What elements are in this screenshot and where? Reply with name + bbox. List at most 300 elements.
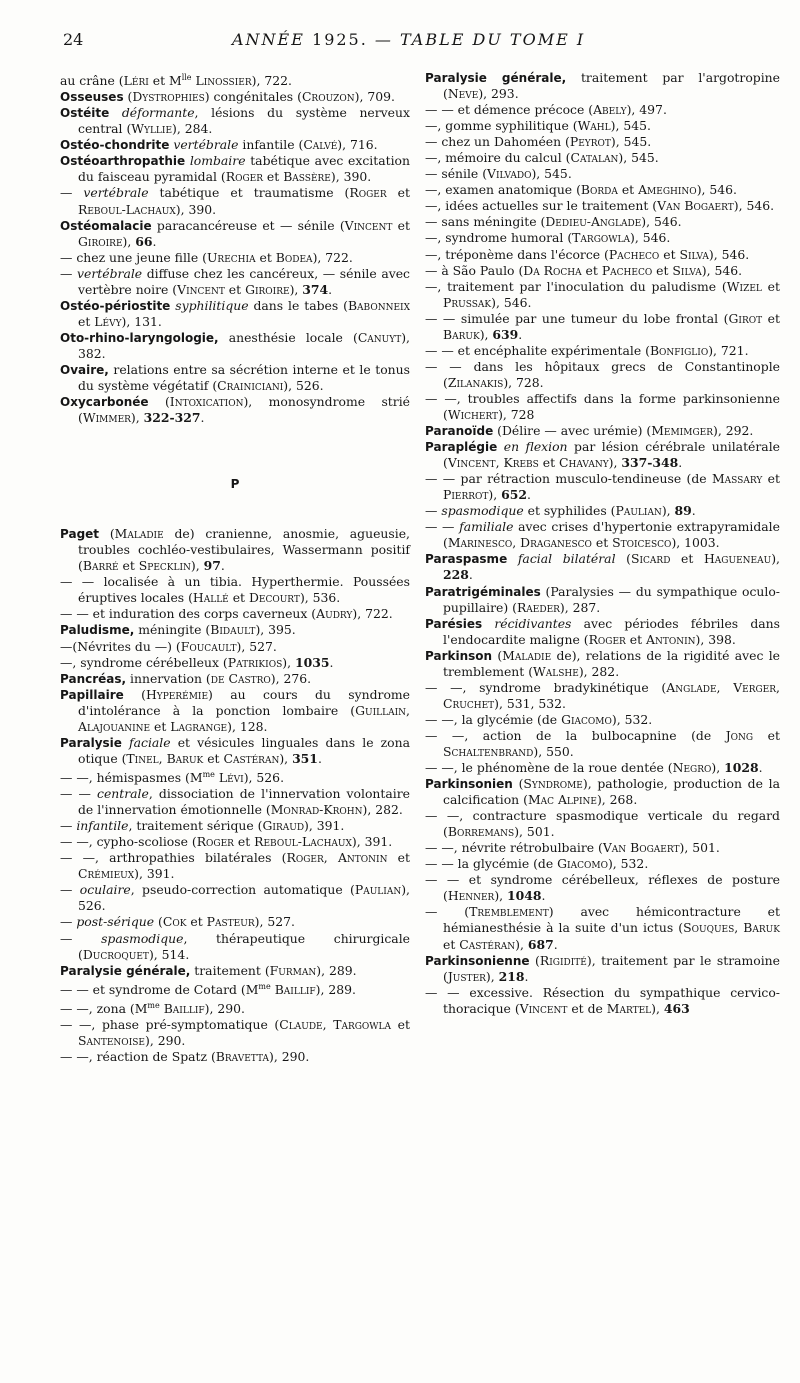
entries-o <box>60 70 410 426</box>
author-name: Draganesco <box>520 535 592 551</box>
entry-text: ), 545. <box>610 118 651 134</box>
entry-text: — —, zona (M <box>60 1000 148 1016</box>
author-name: Giroire <box>78 233 123 249</box>
entry-text: me <box>147 1000 160 1010</box>
entry-text: , <box>495 455 504 471</box>
author-name: Roger <box>349 185 387 201</box>
entry-text: et <box>538 455 560 471</box>
entry-text: ) congénitales ( <box>204 89 302 105</box>
index-entry <box>60 250 410 266</box>
entry-text: ), <box>479 326 493 342</box>
entry-text: et <box>387 850 410 866</box>
entry-heading: Paludisme, <box>60 623 135 638</box>
entry-heading: Pancréas, <box>60 671 127 686</box>
author-name: Girot <box>728 310 763 326</box>
index-entry <box>60 914 410 930</box>
index-entry <box>60 606 410 622</box>
author-name: Giacomo <box>561 711 612 727</box>
entry-text: ), 289. <box>316 962 357 978</box>
entry-heading: Ostéo-chondrite <box>60 138 170 153</box>
entry-text: tabétique et traumatisme ( <box>148 185 350 201</box>
index-entry <box>425 953 780 985</box>
entry-text: ), <box>661 503 675 519</box>
entry-text: ) avec hémicontracture et hémianesthésie à la suite d'un ictus ( <box>443 904 780 936</box>
entry-text: . <box>541 888 546 904</box>
entry-text: et <box>761 278 780 294</box>
entry-text: ), 546. <box>708 246 750 262</box>
author-name: Anglade <box>666 679 717 695</box>
entry-text: par lésion cérébrale unilatérale ( <box>443 439 780 471</box>
entry-text: ), <box>494 888 508 904</box>
entry-text: — —, le phénomène de la roue dentée ( <box>425 760 673 776</box>
entry-text: — — simulée par une tumeur du lobe frontal ( <box>425 310 729 326</box>
entry-text: centrale <box>97 786 149 802</box>
author-name: Castéran <box>223 750 280 766</box>
entry-text: et <box>386 185 410 201</box>
author-name: Silva <box>672 262 702 278</box>
entry-heading: Parkinsonienne <box>425 953 530 968</box>
author-name: Vincent <box>447 455 496 471</box>
author-name: Paulian <box>354 882 402 898</box>
index-entry <box>60 687 410 735</box>
index-entry <box>425 808 780 840</box>
author-name: Reboul-Lachaux <box>78 201 176 217</box>
entry-heading: Paraspasme <box>425 552 508 567</box>
page-ref-bold: 322-327 <box>143 410 201 426</box>
entry-text: de), relations de la rigidité avec le tremblement ( <box>443 647 780 679</box>
entry-heading: Ovaire, <box>60 362 109 377</box>
entry-text: ), 545. <box>610 134 652 150</box>
entry-text: , pseudo-correction automatique ( <box>130 882 355 898</box>
index-entry <box>60 786 410 818</box>
entry-text: ), 514. <box>148 946 190 962</box>
page-ref-bold: 97 <box>203 558 221 574</box>
entry-text: me <box>202 769 215 779</box>
entry-text: — <box>425 503 442 519</box>
entry-text: . <box>524 968 529 984</box>
entry-text: récidivantes <box>494 615 572 631</box>
entry-text: —, syndrome cérébelleux ( <box>60 654 228 670</box>
entry-text: ), 722. <box>352 606 393 622</box>
entry-text: ), 284. <box>172 121 213 137</box>
author-name: Bidault <box>210 622 256 638</box>
entry-text: — —, phase pré-symptomatique ( <box>60 1016 280 1032</box>
entry-text: ), 390. <box>330 169 372 185</box>
entry-text: ( <box>99 526 115 542</box>
entry-text: — à São Paulo ( <box>425 262 524 278</box>
entry-text: ), 128. <box>227 718 268 734</box>
running-title <box>232 30 585 49</box>
entry-text: ), 716. <box>337 137 378 153</box>
entry-text: ), 527. <box>254 914 295 930</box>
index-entry <box>425 616 780 648</box>
index-entry <box>425 150 780 166</box>
entry-text: — <box>60 265 78 281</box>
author-name: Hallé <box>192 590 229 606</box>
author-name: Zilanakis <box>447 374 504 390</box>
entry-text: dans le tabes ( <box>248 297 348 313</box>
author-name: Da Rocha <box>523 262 582 278</box>
index-entry <box>425 519 780 551</box>
author-name: Léri <box>123 73 149 89</box>
entry-text: , <box>323 850 338 866</box>
author-name: Walshe <box>533 663 579 679</box>
author-name: Vilvado <box>487 166 532 182</box>
index-entry <box>425 503 780 519</box>
author-name: Bravetta <box>215 1049 269 1065</box>
entry-heading: Paget <box>60 527 100 542</box>
index-entry <box>425 263 780 279</box>
entry-text: — —, réaction de Spatz ( <box>60 1049 216 1065</box>
entry-text: ), 268. <box>596 792 638 808</box>
author-name: Babonneix <box>347 297 410 313</box>
entry-text: —, mémoire du calcul ( <box>425 150 571 166</box>
author-name: Silva <box>679 246 709 262</box>
author-name: Roger <box>196 834 234 850</box>
entry-text: ), 1003. <box>671 535 720 551</box>
entry-text: ), 722. <box>312 249 353 265</box>
entry-text: ), 722. <box>251 73 292 89</box>
author-name: Lévy <box>94 313 122 329</box>
author-name: Audry <box>316 606 353 622</box>
entry-text <box>482 616 494 631</box>
entry-text: ), <box>190 558 204 574</box>
index-entry <box>60 671 410 687</box>
entry-text: ), 546. <box>701 262 743 278</box>
entry-text: — —, la glycémie (de <box>425 711 562 727</box>
entry-text: — — excessive. Résection du sympathique cervico-thoracique ( <box>425 984 780 1016</box>
author-name: Ameghino <box>638 182 697 198</box>
entry-text: ), <box>485 968 499 984</box>
index-entry <box>425 134 780 150</box>
entry-text: tabétique avec excitation du faisceau pyramidal ( <box>78 153 410 185</box>
index-entry <box>60 70 410 89</box>
index-entry <box>425 166 780 182</box>
index-entry <box>60 834 410 850</box>
author-name: Dedieu-Anglade <box>545 214 642 230</box>
entry-text: . <box>553 936 558 952</box>
author-name: Tremblement <box>469 904 549 920</box>
entry-text: et <box>581 262 602 278</box>
author-name: Souques <box>683 920 735 936</box>
entry-heading: Ostéo-périostite <box>60 298 171 313</box>
author-name: Baillif <box>274 981 316 997</box>
entry-text: au crâne ( <box>60 73 124 89</box>
entry-text: déformante <box>121 105 195 121</box>
author-name: Antonin <box>337 850 388 866</box>
entry-text: facial bilatéral <box>517 551 616 567</box>
author-name: Abely <box>593 102 627 118</box>
entry-text: — — <box>60 786 97 802</box>
entry-text: , <box>322 1016 334 1032</box>
author-name: Baillif <box>163 1000 205 1016</box>
entry-text: et <box>392 217 410 233</box>
index-entry <box>425 311 780 343</box>
entry-text: méningite ( <box>134 622 211 638</box>
entry-heading: Paralysie <box>60 735 122 750</box>
author-name: Wimmer <box>82 410 131 426</box>
index-entry <box>425 985 780 1017</box>
entry-text: ), 391. <box>304 818 345 834</box>
section-letter-p: P <box>230 477 240 492</box>
entry-text: traitement par l'argotropine ( <box>443 70 780 102</box>
entry-text: ), 709. <box>354 89 395 105</box>
entry-heading: Osseuses <box>60 90 124 105</box>
entry-text: vertébrale <box>77 265 143 281</box>
author-name: Targowla <box>572 230 631 246</box>
entry-text: . <box>468 567 473 583</box>
author-name: Bassère <box>283 169 331 185</box>
entry-text: — — et syndrome de Cotard (M <box>60 981 259 997</box>
entry-text: relations entre sa sécrétion interne et le tonus du système végétatif ( <box>78 361 410 394</box>
index-entry <box>425 70 780 102</box>
entry-text: . <box>527 487 531 503</box>
entry-text: . <box>758 760 763 776</box>
index-entry <box>425 118 780 134</box>
author-name: Van Bogaert <box>657 198 734 214</box>
index-entry <box>60 218 410 250</box>
entry-heading: Paraplégie <box>425 440 498 455</box>
author-name: Bonfiglio <box>649 342 709 358</box>
index-entry <box>425 776 780 808</box>
entry-text: syphilitique <box>175 297 249 313</box>
author-name: Mac Alpine <box>527 792 597 808</box>
author-name: Hagueneau <box>704 551 772 567</box>
author-name: Borremans <box>447 824 515 840</box>
entry-text: . <box>317 750 322 766</box>
entry-text: —(Névrites du —) ( <box>60 638 181 654</box>
author-name: Lévi <box>218 770 244 786</box>
entry-text: ), 287. <box>559 599 601 615</box>
entry-text: ), <box>651 1000 664 1016</box>
entry-text: ), 290. <box>144 1033 186 1049</box>
author-name: Maladie <box>502 647 552 663</box>
entry-text: ), 290. <box>268 1049 310 1065</box>
entry-heading: Ostéoarthropathie <box>60 154 186 169</box>
index-entry <box>425 391 780 423</box>
entry-text: , traitement sérique ( <box>128 818 263 834</box>
entry-text: — —, action de la bulbocapnine (de <box>425 727 726 743</box>
index-entry <box>60 979 410 998</box>
entry-text: ), 526. <box>283 378 324 394</box>
entry-text: ( <box>512 776 524 792</box>
entry-text: ), <box>608 455 622 471</box>
author-name: Juster <box>447 968 486 984</box>
entry-text: et <box>186 914 207 930</box>
index-entry <box>425 584 780 616</box>
author-name: Crainiciani <box>217 378 284 394</box>
entry-text: ), 550. <box>533 743 574 759</box>
index-entry <box>425 840 780 856</box>
entry-text: — — localisée à un tibia. Hyperthermie. Poussées éruptives locales ( <box>60 574 410 606</box>
entry-text: — — et induration des corps caverneux ( <box>60 606 317 622</box>
entry-text: ( <box>529 952 540 968</box>
entry-text: ), 391. <box>134 866 175 882</box>
index-entry <box>60 185 410 217</box>
entry-text: en flexion <box>503 439 568 455</box>
author-name: Specklin <box>138 558 191 574</box>
entry-text: —, idées actuelles sur le traitement ( <box>425 198 658 214</box>
entry-text <box>507 551 518 566</box>
author-name: Pacheco <box>608 246 660 262</box>
index-entry <box>425 712 780 728</box>
index-entry <box>425 551 780 583</box>
entry-text: ), <box>488 487 502 503</box>
running-header <box>0 0 800 62</box>
author-name: Calvé <box>303 137 338 153</box>
author-name: Raeder <box>516 599 560 615</box>
entry-text: , thérapeutique chirurgicale ( <box>78 930 410 962</box>
entry-text: ), <box>130 410 144 426</box>
entry-text: ), pathologie, production de la calcification ( <box>443 776 780 808</box>
index-entry <box>425 728 780 760</box>
entry-text: et <box>150 718 171 734</box>
entry-text: — — et démence précoce ( <box>425 102 594 118</box>
entry-text: et <box>262 169 284 185</box>
page-ref-bold: 89 <box>674 503 692 519</box>
author-name: Baruk <box>743 920 780 936</box>
entry-text: ), 545. <box>531 166 572 182</box>
entry-text: traitement ( <box>190 962 270 978</box>
entry-text: et <box>625 631 647 647</box>
author-name: Negro <box>672 760 712 776</box>
entry-text: et <box>670 551 704 567</box>
entry-text: — — dans les hôpitaux grecs de Constantinople ( <box>425 358 780 390</box>
entry-text: ), 532. <box>611 711 653 727</box>
entry-text: vertébrale <box>173 137 239 153</box>
entry-text: et <box>753 727 780 743</box>
author-name: Alajouanine <box>78 718 151 734</box>
index-entry <box>60 850 410 882</box>
entry-heading: Ostéite <box>60 106 110 121</box>
author-name: Stoicesco <box>612 535 672 551</box>
entry-text: diffuse chez les cancéreux, — sénile avec vertèbre noire ( <box>78 265 410 297</box>
entry-text: ), 293. <box>478 86 519 102</box>
author-name: Giroire <box>245 281 290 297</box>
running-title-part: — TABLE DU TOME I <box>374 30 586 49</box>
entry-text: ), 526. <box>78 882 410 914</box>
entry-text: vertébrale <box>83 185 149 201</box>
index-entry <box>425 872 780 904</box>
entry-text: , <box>158 750 167 766</box>
author-name: Prussak <box>443 294 492 310</box>
entry-text: ), <box>279 750 293 766</box>
index-entry <box>425 214 780 230</box>
page-ref-bold: 337-348 <box>621 455 679 471</box>
author-name: Wizel <box>726 278 762 294</box>
author-name: Crémieux <box>78 866 135 882</box>
entry-text: spasmodique <box>101 930 184 946</box>
page-ref-bold: 374 <box>302 281 329 297</box>
index-entry <box>60 362 410 394</box>
entry-text: — <box>60 930 102 946</box>
author-name: Syndrome <box>523 776 583 792</box>
entry-text: — —, hémispasmes (M <box>60 770 203 786</box>
entry-text: —, syndrome humoral ( <box>425 230 573 246</box>
author-name: Baruk <box>443 326 480 342</box>
author-name: Monrad-Krohn <box>270 802 363 818</box>
entry-text: et <box>233 834 255 850</box>
page-number: 24 <box>63 30 84 49</box>
entry-text: et de <box>567 1000 607 1016</box>
entry-text: . <box>518 326 523 342</box>
index-entry <box>60 767 410 786</box>
running-title-part: ANNÉE <box>232 30 305 49</box>
index-entry <box>60 882 410 914</box>
entry-text: — —, contracture spasmodique verticale du regard ( <box>425 808 780 840</box>
entry-text: lle <box>181 73 192 82</box>
author-name: Giacomo <box>557 856 608 872</box>
entries-p-continued <box>425 70 780 1017</box>
entry-text: — — la glycémie (de <box>425 856 558 872</box>
author-name: Urechia <box>206 249 256 265</box>
author-name: Borda <box>580 182 618 198</box>
entry-heading: Paralysie générale, <box>425 71 567 85</box>
entry-text: familiale <box>459 519 514 535</box>
author-name: Santenoise <box>78 1033 145 1049</box>
index-entry <box>425 856 780 872</box>
index-entry <box>425 680 780 712</box>
entry-text: et <box>78 313 95 329</box>
entry-heading: Paratrigéminales <box>425 584 541 599</box>
entry-text: et M <box>148 73 182 89</box>
entry-text: — — et syndrome cérébelleux, réflexes de posture ( <box>425 872 780 904</box>
entry-text: ), <box>122 233 136 249</box>
author-name: Linossier <box>195 73 252 89</box>
author-name: Roger <box>286 850 324 866</box>
index-entry <box>60 153 410 185</box>
entry-text: — — <box>425 519 460 535</box>
entry-text: ), 546. <box>630 230 671 246</box>
index-entry <box>425 423 780 439</box>
author-name: Decourt <box>248 590 300 606</box>
entry-text: avec crises d'hypertonie extrapyramidale ( <box>443 519 780 551</box>
entry-text: — — par rétraction musculo-tendineuse (de <box>425 471 712 487</box>
entry-text: , dissociation de l'innervation volontaire de l'innervation émotionnelle ( <box>78 786 410 818</box>
author-name: Van Bogaert <box>602 840 680 856</box>
entry-text: et <box>118 558 139 574</box>
entry-text: , <box>716 679 734 695</box>
entry-text: et <box>203 750 224 766</box>
entry-text: infantile ( <box>238 137 304 153</box>
entry-text: et <box>762 471 780 487</box>
entry-text: anesthésie locale ( <box>218 329 358 345</box>
entry-text: faciale <box>129 734 171 750</box>
author-name: Canuyt <box>357 329 402 345</box>
entry-text: ( <box>154 914 163 930</box>
entry-text: — —, névrite rétrobulbaire ( <box>425 840 603 856</box>
entry-text: ), 532. <box>607 856 649 872</box>
entry-text: ), <box>771 551 780 567</box>
entry-text: ), 290. <box>204 1000 245 1016</box>
index-entry <box>60 1049 410 1065</box>
author-name: Wyllie <box>131 121 173 137</box>
entry-text: et <box>591 535 613 551</box>
index-entry <box>425 102 780 118</box>
entry-text: , <box>734 920 744 936</box>
author-name: Krebs <box>503 455 539 471</box>
author-name: Hyperémie <box>145 686 209 702</box>
entry-text: ), 546. <box>696 182 737 198</box>
entry-text: — <box>60 882 80 898</box>
entry-text: ), 497. <box>626 102 667 118</box>
author-name: Cruchet <box>443 695 495 711</box>
entry-heading: Paralysie générale, <box>60 963 191 978</box>
entry-text: . <box>200 410 205 426</box>
author-name: Paulian <box>615 503 662 519</box>
entry-text: ), 536. <box>299 590 341 606</box>
index-entry <box>60 1017 410 1049</box>
